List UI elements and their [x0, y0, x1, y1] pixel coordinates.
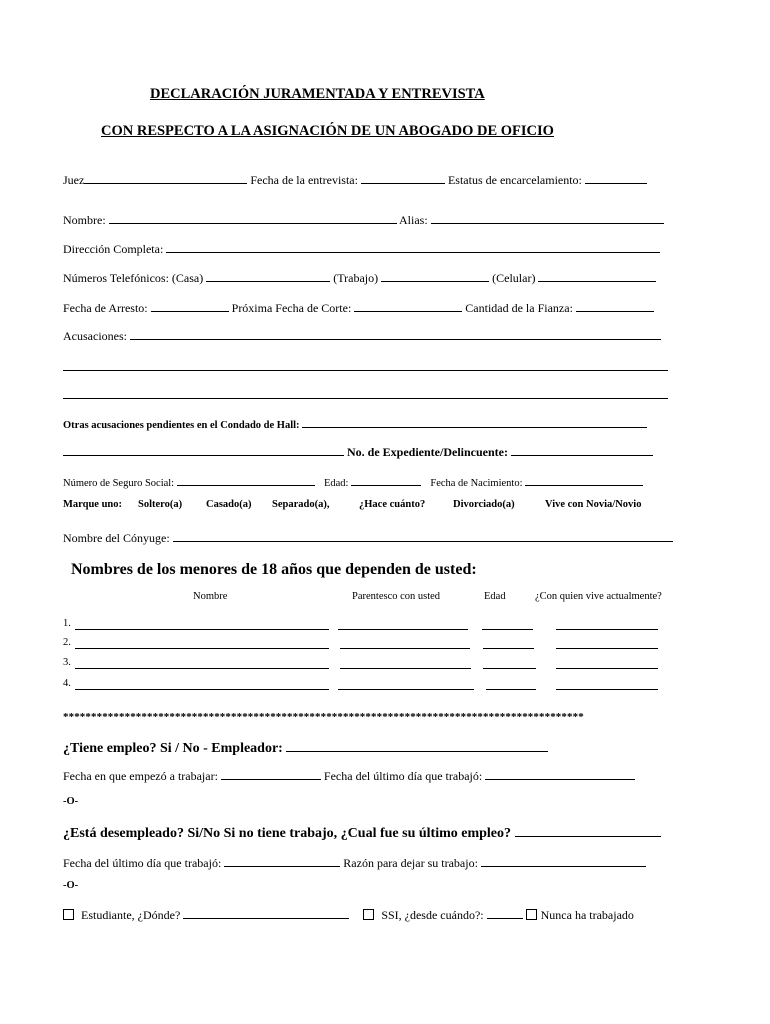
fianza-field[interactable] — [576, 300, 654, 312]
nombre-label: Nombre: — [63, 213, 106, 227]
proxima-corte-field[interactable] — [354, 300, 462, 312]
conyuge-field[interactable] — [173, 530, 673, 542]
minor-row-2-number: 2. — [63, 637, 71, 648]
minor-3-edad[interactable] — [483, 668, 536, 669]
row-direccion — [63, 241, 660, 255]
col-edad: Edad — [484, 591, 506, 602]
row-acusaciones — [63, 328, 661, 342]
minor-row-3-number: 3. — [63, 657, 71, 668]
alias-label: Alias: — [399, 213, 428, 227]
fecha-ultimo2-field[interactable] — [224, 855, 340, 867]
fecha-ultimo2-label: Fecha del último día que trabajó: — [63, 856, 222, 870]
edad-label: Edad: — [323, 478, 349, 489]
fianza-label: Cantidad de la Fianza: — [465, 301, 573, 315]
telefono-celular-label: (Celular) — [492, 271, 536, 285]
fecha-empezo-label: Fecha en que empezó a trabajar: — [63, 769, 218, 783]
minor-1-con-quien[interactable] — [556, 629, 658, 630]
minor-2-edad[interactable] — [483, 648, 534, 649]
row-desempleado — [63, 825, 661, 841]
option-separado[interactable]: Separado(a), — [272, 499, 330, 510]
estudiante-checkbox[interactable] — [63, 909, 74, 920]
nunca-label: Nunca ha trabajado — [540, 908, 634, 922]
minor-3-parentesco[interactable] — [340, 668, 471, 669]
direccion-label: Dirección Completa: — [63, 242, 164, 256]
minor-2-con-quien[interactable] — [556, 648, 658, 649]
desempleado-label: ¿Está desempleado? Si/No Si no tiene trabajo, ¿Cual fue su último empleo? — [63, 826, 512, 841]
fecha-arresto-field[interactable] — [151, 300, 229, 312]
row-tiene-empleo — [63, 740, 548, 756]
estudiante-label: Estudiante, ¿Dónde? — [81, 908, 181, 922]
row-fecha-empezo — [63, 768, 635, 782]
seguro-social-field[interactable] — [177, 474, 315, 486]
minor-4-edad[interactable] — [486, 689, 536, 690]
form-subtitle: CON RESPECTO A LA ASIGNACIÓN DE UN ABOGADO DE OFICIO — [101, 123, 554, 139]
marital-status-row — [63, 500, 122, 511]
row-expediente — [63, 444, 653, 458]
row-razon — [63, 855, 646, 869]
acusaciones-field[interactable] — [130, 328, 661, 340]
row-telefonos — [63, 270, 656, 284]
col-con-quien: ¿Con quien vive actualmente? — [535, 591, 662, 602]
acusaciones-line-3[interactable] — [63, 398, 668, 399]
juez-field[interactable] — [84, 172, 247, 184]
tiene-empleo-label: ¿Tiene empleo? Si / No - Empleador: — [63, 741, 283, 756]
ultimo-empleo-field[interactable] — [515, 825, 661, 837]
telefono-casa-field[interactable] — [206, 270, 330, 282]
minor-1-edad[interactable] — [482, 629, 533, 630]
estatus-label: Estatus de encarcelamiento: — [447, 173, 582, 187]
proxima-corte-label: Próxima Fecha de Corte: — [231, 301, 352, 315]
otras-acusaciones-field[interactable] — [302, 416, 647, 428]
row-estudiante — [63, 907, 634, 921]
empleador-field[interactable] — [286, 740, 548, 752]
conyuge-label: Nombre del Cónyuge: — [63, 531, 170, 545]
telefono-celular-field[interactable] — [538, 270, 656, 282]
row-otras-acusaciones — [63, 416, 647, 432]
minor-4-nombre[interactable] — [75, 689, 329, 690]
or-divider-1: -O- — [63, 796, 79, 807]
fecha-arresto-label: Fecha de Arresto: — [63, 301, 148, 315]
otras-acusaciones-continuation[interactable] — [63, 444, 344, 456]
row-juez — [63, 172, 647, 186]
option-soltero[interactable]: Soltero(a) — [138, 499, 183, 510]
col-nombre: Nombre — [193, 591, 228, 602]
minor-3-con-quien[interactable] — [556, 668, 658, 669]
razon-label: Razón para dejar su trabajo: — [343, 856, 478, 870]
edad-field[interactable] — [351, 474, 421, 486]
minor-1-parentesco[interactable] — [338, 629, 468, 630]
option-divorciado[interactable]: Divorciado(a) — [453, 499, 515, 510]
ssi-field[interactable] — [487, 907, 523, 919]
expediente-field[interactable] — [511, 444, 653, 456]
minors-heading: Nombres de los menores de 18 años que dependen de usted: — [71, 561, 477, 578]
estatus-field[interactable] — [585, 172, 647, 184]
nombre-field[interactable] — [109, 212, 397, 224]
telefono-trabajo-field[interactable] — [381, 270, 489, 282]
fecha-empezo-field[interactable] — [221, 768, 321, 780]
minor-row-4-number: 4. — [63, 678, 71, 689]
acusaciones-line-2[interactable] — [63, 370, 668, 371]
acusaciones-label: Acusaciones: — [63, 329, 127, 343]
minor-1-nombre[interactable] — [75, 629, 329, 630]
estudiante-field[interactable] — [183, 907, 349, 919]
telefono-casa-label: Números Telefónicos: (Casa) — [63, 271, 204, 285]
nunca-checkbox[interactable] — [526, 909, 537, 920]
option-hace-cuanto[interactable]: ¿Hace cuánto? — [359, 499, 426, 510]
razon-field[interactable] — [481, 855, 646, 867]
option-vive-con-novio[interactable]: Vive con Novia/Novio — [545, 499, 642, 510]
minor-4-parentesco[interactable] — [338, 689, 474, 690]
juez-label: Juez — [63, 173, 85, 187]
telefono-trabajo-label: (Trabajo) — [333, 271, 379, 285]
alias-field[interactable] — [431, 212, 664, 224]
minor-3-nombre[interactable] — [75, 668, 329, 669]
row-seguro — [63, 474, 643, 490]
expediente-label: No. de Expediente/Delincuente: — [347, 445, 508, 459]
or-divider-2: -O- — [63, 880, 79, 891]
row-nombre — [63, 212, 664, 226]
minor-2-nombre[interactable] — [75, 648, 329, 649]
minor-row-1-number: 1. — [63, 618, 71, 629]
minor-2-parentesco[interactable] — [340, 648, 470, 649]
row-arresto — [63, 300, 654, 314]
col-parentesco: Parentesco con usted — [352, 591, 441, 602]
ssi-checkbox[interactable] — [363, 909, 374, 920]
fecha-entrevista-field[interactable] — [361, 172, 445, 184]
fecha-nacimiento-label: Fecha de Nacimiento: — [430, 478, 523, 489]
row-conyuge — [63, 530, 673, 544]
form-title: DECLARACIÓN JURAMENTADA Y ENTREVISTA — [150, 86, 485, 102]
option-casado[interactable]: Casado(a) — [206, 499, 252, 510]
fecha-ultimo-label: Fecha del último día que trabajó: — [323, 769, 483, 783]
fecha-ultimo-field[interactable] — [485, 768, 635, 780]
fecha-nacimiento-field[interactable] — [525, 474, 643, 486]
direccion-field[interactable] — [166, 241, 660, 253]
fecha-entrevista-label: Fecha de la entrevista: — [250, 173, 358, 187]
otras-acusaciones-label: Otras acusaciones pendientes en el Condado de Hall: — [63, 420, 300, 431]
star-separator: ********************************************************************************************* — [63, 712, 584, 723]
seguro-social-label: Número de Seguro Social: — [63, 478, 175, 489]
minor-4-con-quien[interactable] — [556, 689, 658, 690]
ssi-label: SSI, ¿desde cuándo?: — [381, 908, 484, 922]
marital-label: Marque uno: — [63, 499, 123, 510]
